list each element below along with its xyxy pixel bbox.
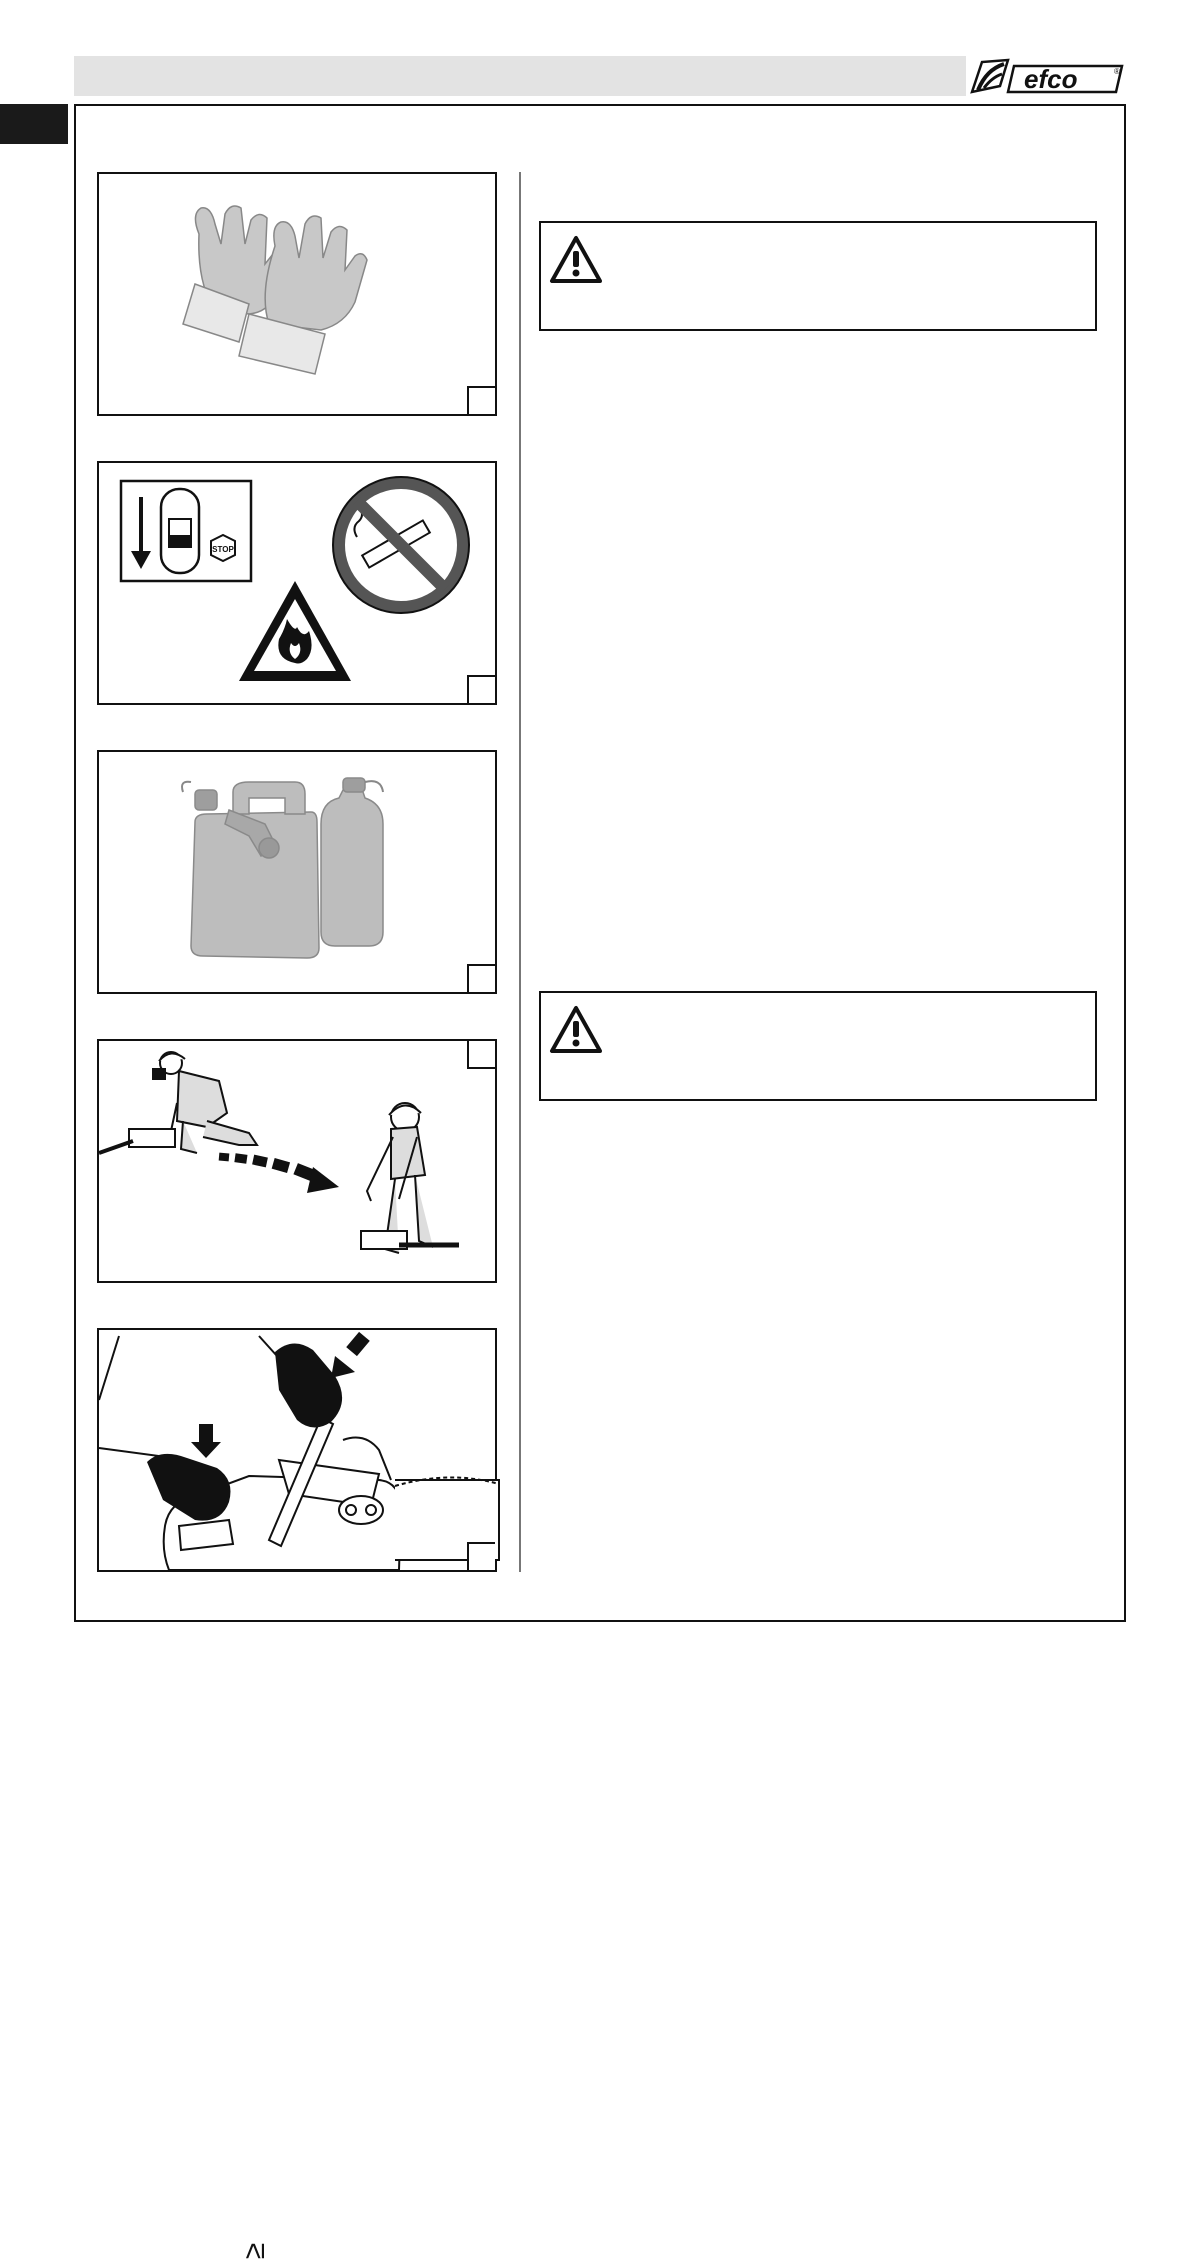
registered-mark: ® xyxy=(1114,67,1120,76)
starting-position-illustration xyxy=(99,1330,499,1574)
column-divider xyxy=(519,172,521,1572)
figure-number-box xyxy=(467,1542,495,1570)
figure-gloves xyxy=(97,172,497,416)
figure-number-box xyxy=(467,1041,495,1069)
efco-logo xyxy=(968,56,1128,98)
header-bar xyxy=(74,56,966,96)
distance-symbol: ≥ xyxy=(238,2242,272,2259)
warning-box xyxy=(539,221,1097,331)
figure-fuel-safety xyxy=(97,461,497,705)
combination-fuel-can-image xyxy=(99,752,499,996)
brand-wordmark: efco xyxy=(1024,64,1078,94)
warning-box xyxy=(539,991,1097,1101)
flammable-warning-icon xyxy=(239,581,351,681)
figure-distance xyxy=(97,1039,497,2259)
fuel-safety-signs xyxy=(99,463,499,707)
no-smoking-icon xyxy=(333,477,469,613)
stop-label: STOP xyxy=(212,545,234,554)
figure-starting xyxy=(97,1328,497,1572)
figure-fuel-can xyxy=(97,750,497,994)
protective-gloves-image xyxy=(99,174,499,418)
figure-number-box xyxy=(467,964,495,992)
figure-number-box xyxy=(467,386,495,414)
figure-number-box xyxy=(467,675,495,703)
minimum-distance-illustration xyxy=(99,1041,499,1285)
language-tab xyxy=(0,104,68,144)
warning-triangle-icon xyxy=(549,1005,603,1055)
warning-triangle-icon xyxy=(549,235,603,285)
